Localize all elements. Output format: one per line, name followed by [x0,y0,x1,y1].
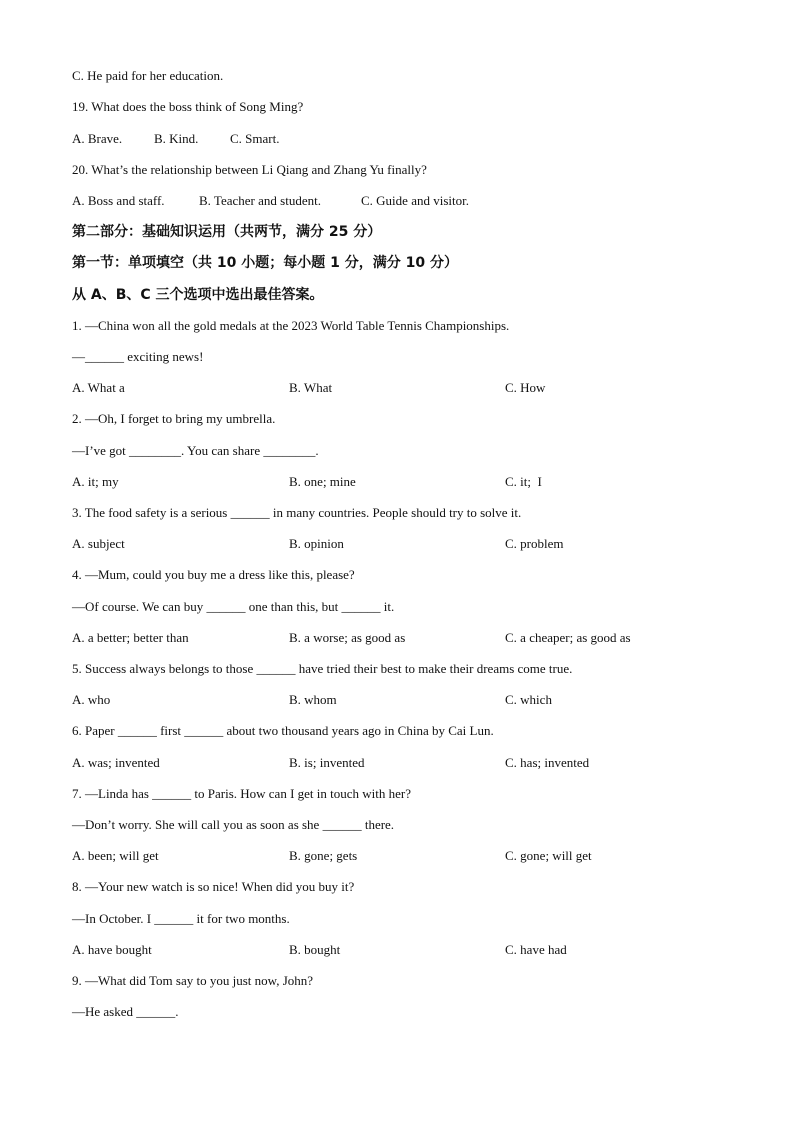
q7-option-c: C. gone; will get [505,848,592,863]
section1-heading: 第一节：单项填空（共 10 小题；每小题 1 分，满分 10 分） [72,255,458,271]
q6-option-b: B. is; invented [289,755,365,770]
q2-option-b: B. one; mine [289,474,356,489]
q7-stem: 7. —Linda has ______ to Paris. How can I get in touch with her? [72,786,412,801]
q1-response: —______ exciting news! [72,349,204,364]
part2-heading: 第二部分：基础知识运用（共两节，满分 25 分） [72,224,382,240]
q1-option-b: B. What [289,380,333,395]
q19-option-a: A. Brave. [72,131,123,146]
q8-option-b: B. bought [289,942,341,957]
q7-option-a: A. been; will get [72,848,159,863]
q3-option-a: A. subject [72,536,125,551]
q5-option-c: C. which [505,692,552,707]
q8-option-a: A. have bought [72,942,152,957]
instruction-heading: 从 A、B、C 三个选项中选出最佳答案。 [72,287,324,303]
q4-stem: 4. —Mum, could you buy me a dress like this, please? [72,567,355,582]
q19-option-c: C. Smart. [230,131,280,146]
q6-option-a: A. was; invented [72,755,160,770]
q20-option-b: B. Teacher and student. [199,193,321,208]
q7-option-b: B. gone; gets [289,848,358,863]
q8-stem: 8. —Your new watch is so nice! When did you buy it? [72,879,355,894]
q4-option-c: C. a cheaper; as good as [505,630,631,645]
q4-option-a: A. a better; better than [72,630,189,645]
q6-stem: 6. Paper ______ first ______ about two thousand years ago in China by Cai Lun. [72,723,494,738]
q19-question: 19. What does the boss think of Song Ming? [72,99,304,114]
q7-response: —Don’t worry. She will call you as soon as she ______ there. [72,817,395,832]
q5-stem: 5. Success always belongs to those ______ have tried their best to make their dreams come true. [72,661,573,676]
q2-stem: 2. —Oh, I forget to bring my umbrella. [72,411,276,426]
q18-option-c: C. He paid for her education. [72,68,224,83]
q6-option-c: C. has; invented [505,755,590,770]
q9-response: —He asked ______. [72,1004,179,1019]
q8-response: —In October. I ______ it for two months. [72,911,290,926]
q1-option-a: A. What a [72,380,125,395]
q3-stem: 3. The food safety is a serious ______ in many countries. People should try to solve it. [72,505,522,520]
q2-option-c: C. it; I [505,474,542,489]
q4-response: —Of course. We can buy ______ one than this, but ______ it. [72,599,395,614]
q5-option-a: A. who [72,692,111,707]
q19-option-b: B. Kind. [154,131,199,146]
q4-option-b: B. a worse; as good as [289,630,406,645]
q20-option-c: C. Guide and visitor. [361,193,469,208]
q8-option-c: C. have had [505,942,567,957]
q3-option-b: B. opinion [289,536,344,551]
q20-question: 20. What’s the relationship between Li Qiang and Zhang Yu finally? [72,162,427,177]
q5-option-b: B. whom [289,692,337,707]
q1-option-c: C. How [505,380,546,395]
q9-stem: 9. —What did Tom say to you just now, John? [72,973,314,988]
q3-option-c: C. problem [505,536,564,551]
q2-option-a: A. it; my [72,474,119,489]
q2-response: —I’ve got ________. You can share ________. [72,443,319,458]
q20-option-a: A. Boss and staff. [72,193,165,208]
q1-stem: 1. —China won all the gold medals at the 2023 World Table Tennis Championships. [72,318,510,333]
